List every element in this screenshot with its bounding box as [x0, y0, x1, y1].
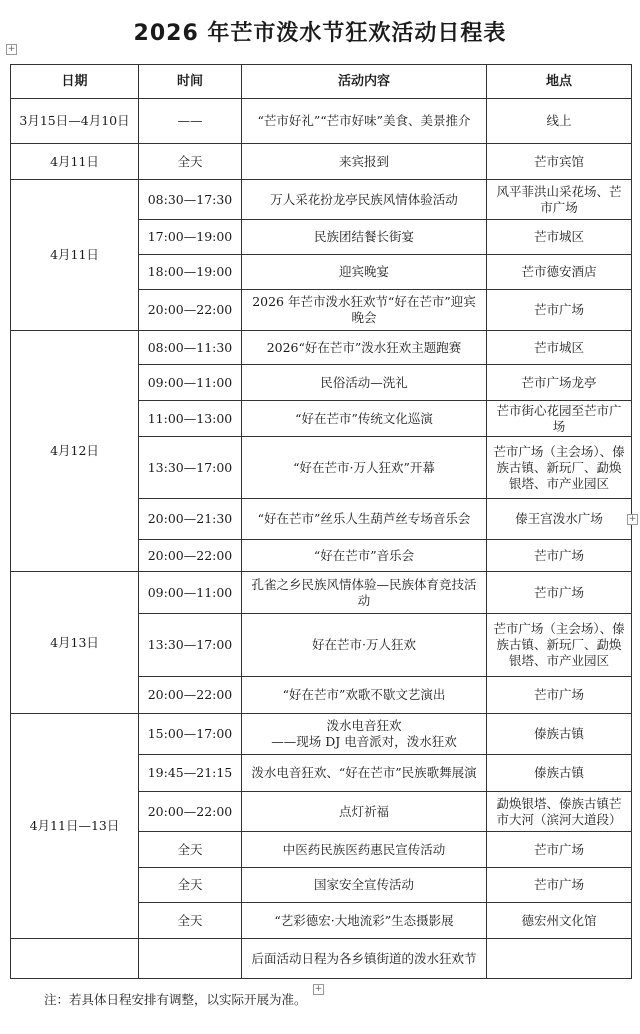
time-cell: 08:30—17:30 — [139, 180, 242, 220]
time-cell: 20:00—22:00 — [139, 290, 242, 331]
time-cell: 13:30—17:00 — [139, 614, 242, 677]
plus-marker-icon: + — [628, 514, 637, 524]
table-row — [11, 180, 632, 220]
table-header-row — [11, 65, 632, 99]
activity-cell: 民族团结餐长街宴 — [242, 220, 487, 255]
place-cell: 芒市城区 — [487, 220, 632, 255]
time-cell: 全天 — [139, 868, 242, 903]
date-cell: 4月12日 — [11, 331, 139, 572]
activity-cell: 2026“好在芒市”泼水狂欢主题跑赛 — [242, 331, 487, 365]
activity-cell: “好在芒市·万人狂欢”开幕 — [242, 437, 487, 499]
table-body — [11, 99, 632, 979]
activity-cell: 民俗活动—洗礼 — [242, 365, 487, 401]
header-activity: 活动内容 — [242, 65, 487, 99]
place-cell: 风平菲洪山采花场、芒市广场 — [487, 180, 632, 220]
place-cell: 傣族古镇 — [487, 755, 632, 792]
place-cell: 芒市广场 — [487, 832, 632, 868]
place-cell — [487, 939, 632, 979]
date-cell: 4月13日 — [11, 572, 139, 714]
activity-cell: “好在芒市”丝乐人生葫芦丝专场音乐会 — [242, 499, 487, 540]
activity-cell: 中医药民族医药惠民宣传活动 — [242, 832, 487, 868]
table-row — [11, 331, 632, 365]
schedule-table — [10, 64, 632, 979]
time-cell: 11:00—13:00 — [139, 401, 242, 437]
place-cell: 芒市广场 — [487, 572, 632, 614]
date-cell — [11, 939, 139, 979]
time-cell: 全天 — [139, 903, 242, 939]
time-cell: 全天 — [139, 832, 242, 868]
plus-marker-icon: + — [314, 984, 323, 994]
time-cell: 13:30—17:00 — [139, 437, 242, 499]
time-cell: 08:00—11:30 — [139, 331, 242, 365]
time-cell: 20:00—21:30 — [139, 499, 242, 540]
time-cell — [139, 939, 242, 979]
place-cell: 德宏州文化馆 — [487, 903, 632, 939]
place-cell: 芒市街心花园至芒市广场 — [487, 401, 632, 437]
header-place: 地点 — [487, 65, 632, 99]
plus-marker-icon: + — [7, 44, 16, 54]
table-row — [11, 939, 632, 979]
activity-cell: 来宾报到 — [242, 144, 487, 180]
place-cell: 芒市广场（主会场）、傣族古镇、新玩厂、勐焕银塔、市产业园区 — [487, 437, 632, 499]
header-date: 日期 — [11, 65, 139, 99]
date-cell: 4月11日—13日 — [11, 714, 139, 939]
place-cell: 线上 — [487, 99, 632, 144]
activity-cell: 万人采花扮龙亭民族风情体验活动 — [242, 180, 487, 220]
activity-cell: 迎宾晚宴 — [242, 255, 487, 290]
time-cell: 20:00—22:00 — [139, 540, 242, 572]
activity-cell: 泼水电音狂欢 ——现场 DJ 电音派对，泼水狂欢 — [242, 714, 487, 755]
date-cell: 3月15日—4月10日 — [11, 99, 139, 144]
place-cell: 芒市德安酒店 — [487, 255, 632, 290]
place-cell: 傣王宫泼水广场 — [487, 499, 632, 540]
time-cell: 09:00—11:00 — [139, 365, 242, 401]
time-cell: 09:00—11:00 — [139, 572, 242, 614]
place-cell: 芒市广场（主会场）、傣族古镇、新玩厂、勐焕银塔、市产业园区 — [487, 614, 632, 677]
place-cell: 芒市城区 — [487, 331, 632, 365]
table-row — [11, 572, 632, 614]
activity-cell: “好在芒市”音乐会 — [242, 540, 487, 572]
activity-cell: “芒市好礼”“芒市好味”美食、美景推介 — [242, 99, 487, 144]
time-cell: 20:00—22:00 — [139, 792, 242, 832]
activity-cell: “好在芒市”欢歌不歇文艺演出 — [242, 677, 487, 714]
activity-cell: 2026 年芒市泼水狂欢节“好在芒市”迎宾晚会 — [242, 290, 487, 331]
table-row — [11, 144, 632, 180]
activity-cell: 后面活动日程为各乡镇街道的泼水狂欢节 — [242, 939, 487, 979]
activity-cell: “好在芒市”传统文化巡演 — [242, 401, 487, 437]
time-cell: 17:00—19:00 — [139, 220, 242, 255]
time-cell: 20:00—22:00 — [139, 677, 242, 714]
activity-cell: 孔雀之乡民族风情体验—民族体育竞技活动 — [242, 572, 487, 614]
activity-cell: 国家安全宣传活动 — [242, 868, 487, 903]
time-cell: 18:00—19:00 — [139, 255, 242, 290]
place-cell: 芒市广场 — [487, 868, 632, 903]
place-cell: 芒市广场 — [487, 540, 632, 572]
place-cell: 勐焕银塔、傣族古镇芒市大河（滨河大道段） — [487, 792, 632, 832]
place-cell: 芒市广场 — [487, 677, 632, 714]
place-cell: 芒市宾馆 — [487, 144, 632, 180]
time-cell: 全天 — [139, 144, 242, 180]
time-cell: 15:00—17:00 — [139, 714, 242, 755]
footnote: 注：若具体日程安排有调整，以实际开展为准。 — [44, 992, 307, 1007]
page-title: 2026 年芒市泼水节狂欢活动日程表 — [133, 21, 507, 46]
date-cell: 4月11日 — [11, 180, 139, 331]
activity-cell: 点灯祈福 — [242, 792, 487, 832]
place-cell: 芒市广场 — [487, 290, 632, 331]
time-cell: —— — [139, 99, 242, 144]
place-cell: 傣族古镇 — [487, 714, 632, 755]
time-cell: 19:45—21:15 — [139, 755, 242, 792]
table-row — [11, 714, 632, 755]
table-row — [11, 99, 632, 144]
activity-cell: 泼水电音狂欢、“好在芒市”民族歌舞展演 — [242, 755, 487, 792]
activity-cell: 好在芒市·万人狂欢 — [242, 614, 487, 677]
date-cell: 4月11日 — [11, 144, 139, 180]
header-time: 时间 — [139, 65, 242, 99]
place-cell: 芒市广场龙亭 — [487, 365, 632, 401]
activity-cell: “艺彩德宏·大地流彩”生态摄影展 — [242, 903, 487, 939]
